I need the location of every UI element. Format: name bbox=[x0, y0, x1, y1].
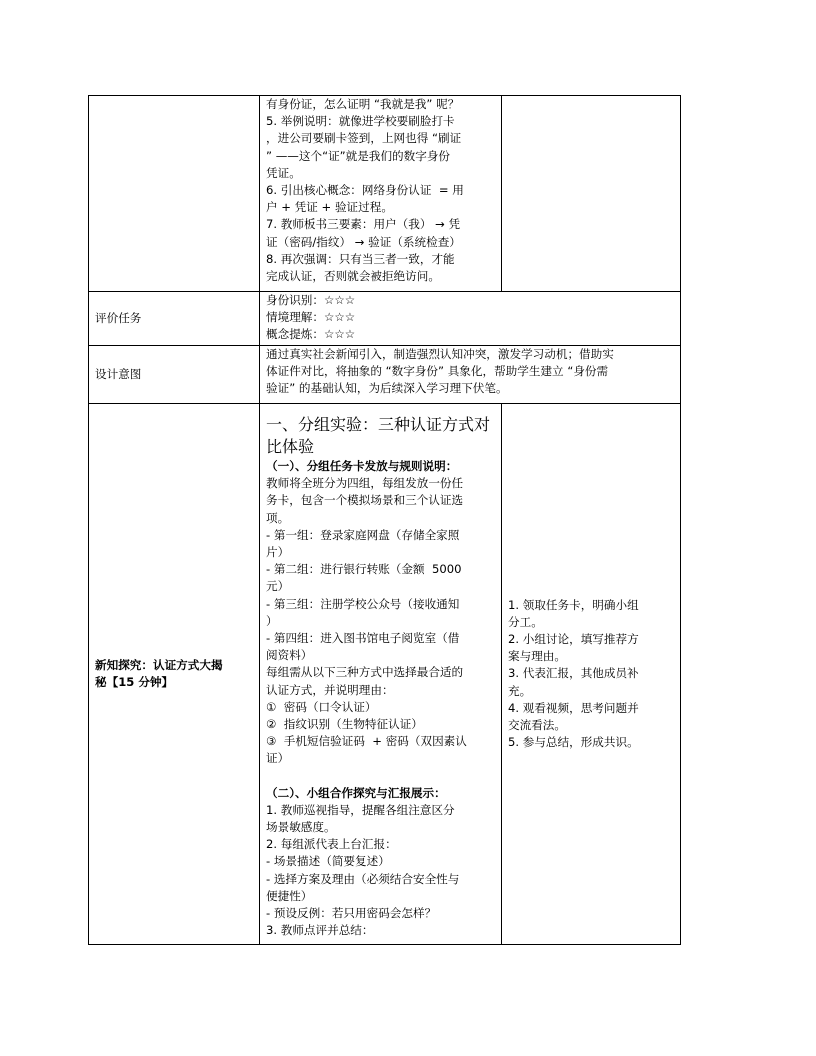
student-activity-lines bbox=[508, 597, 674, 752]
text-line: 完成认证，否则就会被拒绝访问。 bbox=[266, 269, 440, 284]
text-line: 5. 举例说明：就像进学校要刷脸打卡 bbox=[266, 114, 455, 129]
text-line: ） bbox=[266, 613, 278, 628]
teacher-activity-lines bbox=[266, 96, 495, 285]
text-line: 7. 教师板书三要素：用户（我） → 凭 bbox=[266, 217, 461, 232]
text-line: 1. 教师巡视指导，提醒各组注意区分 bbox=[266, 802, 455, 817]
text-line: 6. 引出核心概念：网络身份认证 = 用 bbox=[266, 183, 464, 198]
explore-label-line-1: 新知探究：认证方式大揭 bbox=[95, 657, 223, 672]
empty-label-cell bbox=[89, 96, 260, 292]
section-heading bbox=[266, 414, 495, 458]
text-line: 场景敏感度。 bbox=[266, 820, 336, 835]
text-line: 有身份证，怎么证明 “我就是我” 呢？ bbox=[266, 97, 460, 111]
text-line: ③ 手机短信验证码 + 密码（双因素认 bbox=[266, 734, 467, 749]
student-line: 3. 代表汇报，其他成员补 bbox=[508, 666, 639, 681]
lesson-plan-table bbox=[88, 95, 681, 945]
student-line: 5. 参与总结，形成共识。 bbox=[508, 735, 639, 750]
text-line: 认证方式，并说明理由： bbox=[266, 682, 394, 697]
eval-line: 情境理解：☆☆☆ bbox=[266, 310, 356, 325]
eval-content-cell bbox=[260, 292, 681, 346]
subheading-task-cards: （一）、分组任务卡发放与规则说明： bbox=[266, 459, 458, 473]
text-line: 户 + 凭证 + 验证过程。 bbox=[266, 200, 393, 215]
student-activity-cell bbox=[502, 96, 681, 292]
task-card-lines bbox=[266, 475, 495, 767]
text-line: 项。 bbox=[266, 510, 290, 525]
explore-teacher-cell bbox=[260, 404, 502, 945]
spacer bbox=[266, 768, 495, 785]
text-line: - 选择方案及理由（必须结合安全性与 bbox=[266, 871, 460, 886]
eval-line: 概念提炼：☆☆☆ bbox=[266, 327, 356, 342]
text-line: 教师将全班分为四组，每组发放一份任 bbox=[266, 476, 464, 491]
student-line: 分工。 bbox=[508, 614, 543, 629]
student-line: 交流看法。 bbox=[508, 718, 566, 732]
row-exploration bbox=[89, 404, 681, 945]
row-teacher-continuation bbox=[89, 96, 681, 292]
text-line: 便捷性） bbox=[266, 888, 313, 903]
design-content-cell bbox=[260, 346, 681, 404]
design-line: 通过真实社会新闻引入，制造强烈认知冲突，激发学习动机；借助实 bbox=[266, 347, 614, 361]
text-line: 8. 再次强调：只有当三者一致，才能 bbox=[266, 251, 455, 266]
text-line: ” ——这个“证”就是我们的数字身份 bbox=[266, 148, 451, 163]
text-line: 元） bbox=[266, 579, 290, 594]
teacher-activity-cell bbox=[260, 96, 502, 292]
text-line: 阅资料） bbox=[266, 648, 313, 663]
text-line: 凭证。 bbox=[266, 165, 301, 180]
design-line: 体证件对比，将抽象的 “数字身份” 具象化，帮助学生建立 “身份需 bbox=[266, 364, 609, 379]
student-line: 1. 领取任务卡，明确小组 bbox=[508, 597, 639, 612]
text-line: - 场景描述（简要复述） bbox=[266, 854, 390, 869]
text-line: - 第三组：注册学校公众号（接收通知 bbox=[266, 596, 460, 611]
text-line: ，进公司要刷卡签到，上网也得 “刷证 bbox=[266, 131, 462, 146]
text-line: - 第四组：进入图书馆电子阅览室（借 bbox=[266, 631, 460, 646]
subheading-group-report: （二）、小组合作探究与汇报展示： bbox=[266, 785, 446, 800]
section-heading-line-1: 一、分组实验：三种认证方式对 bbox=[266, 415, 491, 434]
student-line: 案与理由。 bbox=[508, 649, 566, 664]
explore-student-cell bbox=[502, 404, 681, 945]
text-line: - 预设反例：若只用密码会怎样？ bbox=[266, 906, 437, 921]
student-line: 充。 bbox=[508, 683, 532, 698]
student-line: 4. 观看视频，思考问题并 bbox=[508, 700, 639, 715]
explore-label bbox=[89, 404, 260, 945]
design-label: 设计意图 bbox=[89, 346, 260, 404]
text-line: 务卡，包含一个模拟场景和三个认证选 bbox=[266, 493, 464, 508]
eval-line: 身份识别：☆☆☆ bbox=[266, 293, 356, 307]
design-lines bbox=[266, 346, 674, 398]
row-evaluation bbox=[89, 292, 681, 346]
text-line: 证） bbox=[266, 751, 290, 766]
row-design-intent bbox=[89, 346, 681, 404]
student-line: 2. 小组讨论，填写推荐方 bbox=[508, 631, 639, 646]
text-line: 3. 教师点评并总结： bbox=[266, 923, 374, 938]
text-line: - 第二组：进行银行转账（金额 5000 bbox=[266, 562, 462, 577]
text-line: ① 密码（口令认证） bbox=[266, 699, 377, 714]
section-heading-line-2: 比体验 bbox=[266, 437, 315, 456]
text-line: 片） bbox=[266, 545, 290, 560]
explore-label-line-2: 秘【15 分钟】 bbox=[95, 675, 174, 689]
text-line: 2. 每组派代表上台汇报： bbox=[266, 837, 397, 852]
eval-lines bbox=[266, 292, 674, 344]
text-line: 证（密码/指纹） → 验证（系统检查） bbox=[266, 234, 461, 249]
text-line: ② 指纹识别（生物特征认证） bbox=[266, 717, 423, 732]
text-line: - 第一组：登录家庭网盘（存储全家照 bbox=[266, 527, 460, 542]
eval-label: 评价任务 bbox=[89, 292, 260, 346]
text-line: 每组需从以下三种方式中选择最合适的 bbox=[266, 665, 464, 680]
design-line: 验证” 的基础认知，为后续深入学习理下伏笔。 bbox=[266, 381, 508, 396]
group-report-lines bbox=[266, 802, 495, 940]
